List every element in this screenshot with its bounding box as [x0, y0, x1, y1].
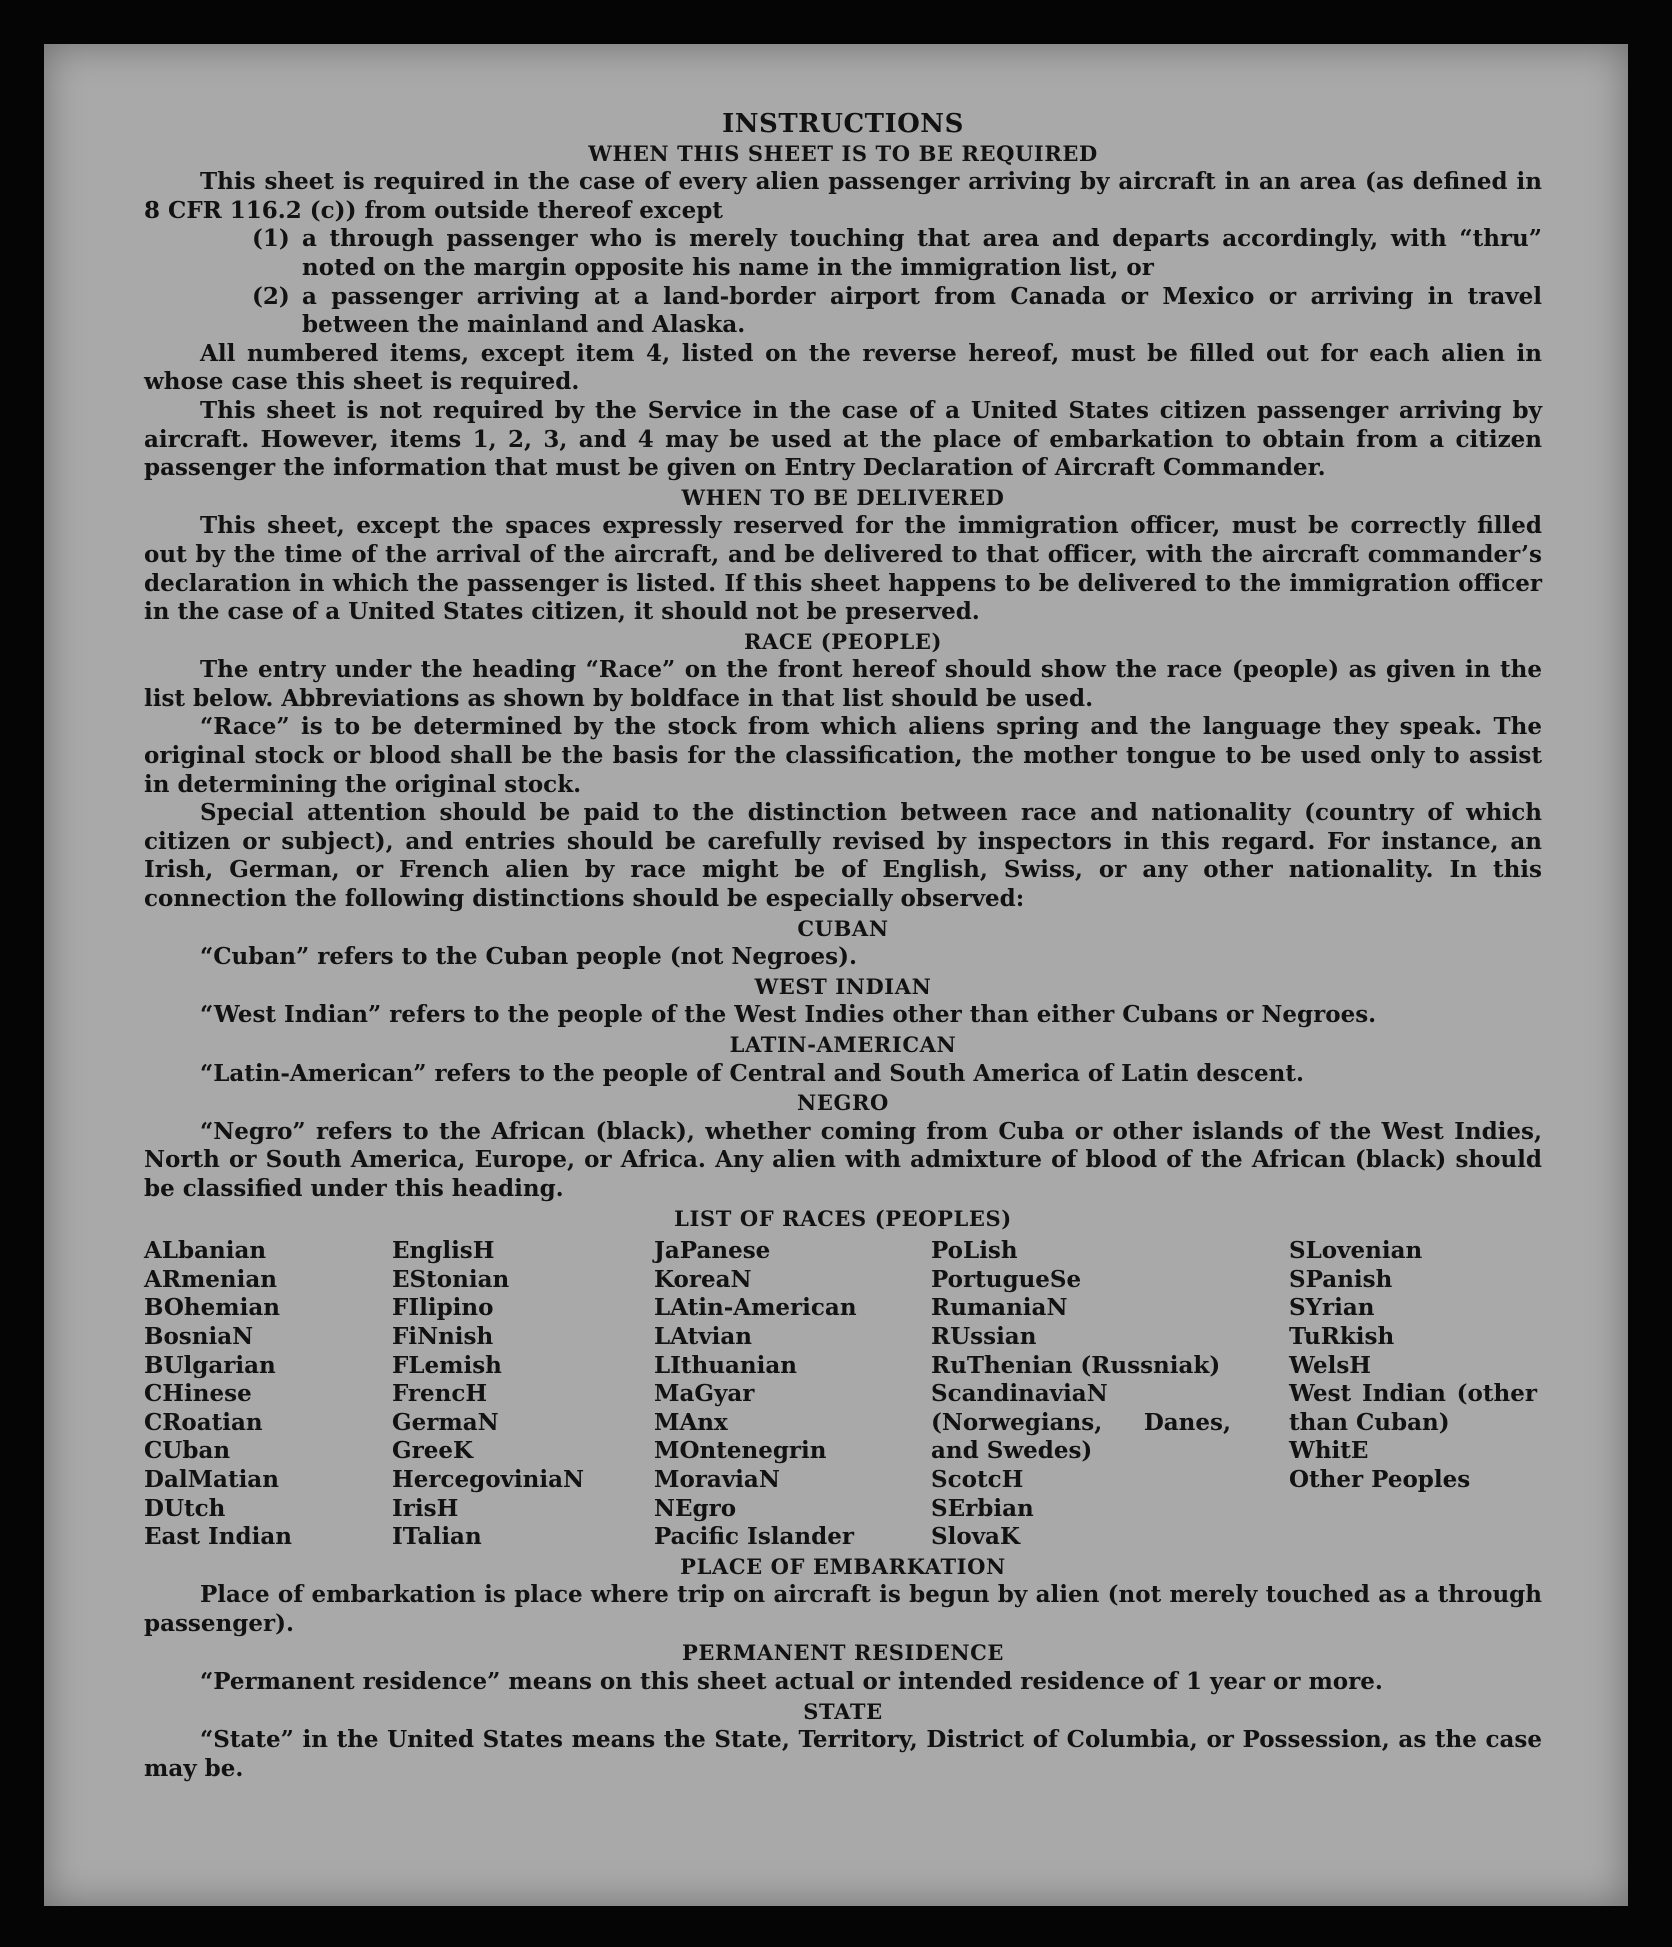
race-entry: ScotcH: [931, 1465, 1024, 1493]
race-entry: MAnx: [654, 1408, 728, 1436]
race-entry: JaPanese: [654, 1237, 771, 1265]
race-entry: WhitE: [1289, 1437, 1369, 1465]
races-column-5: [1289, 1237, 1542, 1552]
race-entry: RuThenian (Russniak): [931, 1351, 1221, 1379]
heading-cuban: CUBAN: [797, 915, 889, 941]
race-entry: ALbanian: [144, 1237, 267, 1265]
race-entry: SLovenian: [1289, 1237, 1423, 1265]
paragraph-embarkation: Place of embarkation is place where trip on aircraft is begun by alien (not merely touched as a through passenger).: [144, 1581, 1542, 1637]
item-text: a through passenger who is merely touching that area and departs accordingly, with “thru” noted on the margin opposite his name in the immigration list, or: [302, 225, 1542, 281]
race-entry: Other Peoples: [1289, 1465, 1471, 1493]
race-entry: NEgro: [654, 1494, 737, 1522]
race-entry: CRoatian: [144, 1408, 263, 1436]
race-entry: ARmenian: [144, 1265, 278, 1293]
race-entry: FiNnish: [392, 1322, 494, 1350]
paragraph-negro: “Negro” refers to the African (black), whether coming from Cuba or other islands of the West Indies, North or South America, Europe, or Africa. Any alien with admixture of blood of the African (black) should be classified under this heading.: [144, 1117, 1542, 1202]
race-entry: RUssian: [931, 1322, 1037, 1350]
race-entry: CUban: [144, 1437, 231, 1465]
race-entry: DUtch: [144, 1494, 226, 1522]
document-sheet: [44, 44, 1628, 1906]
heading-state: STATE: [803, 1698, 883, 1724]
heading-when-delivered: WHEN TO BE DELIVERED: [681, 484, 1005, 510]
race-entry: BOhemian: [144, 1294, 280, 1322]
race-entry: EStonian: [392, 1265, 510, 1293]
race-entry: BosniaN: [144, 1322, 254, 1350]
races-column-1: [144, 1237, 392, 1552]
race-entry: LAtvian: [654, 1322, 752, 1350]
heading-when-required: WHEN THIS SHEET IS TO BE REQUIRED: [588, 140, 1098, 166]
item-text: a passenger arriving at a land-border airport from Canada or Mexico or arriving in travel between the mainland and Alaska.: [302, 282, 1542, 339]
race-entry: Pacific Islander: [654, 1523, 854, 1551]
race-entry: SErbian: [931, 1494, 1034, 1522]
paragraph-cuban: “Cuban” refers to the Cuban people (not Negroes).: [200, 943, 858, 971]
item-number: (2): [252, 282, 290, 310]
race-entry: PoLish: [931, 1237, 1018, 1265]
race-entry: SlovaK: [931, 1523, 1020, 1551]
races-column-2: [392, 1237, 654, 1552]
race-entry: MOntenegrin: [654, 1437, 827, 1465]
race-entry: GreeK: [392, 1437, 474, 1465]
paragraph-delivered: This sheet, except the spaces expressly reserved for the immigration officer, must be correctly filled out by the time of the arrival of the aircraft, and be delivered to that officer, with the aircraft commander’s declaration in which the passenger is listed. If this sheet happens to be delivered to the immigration officer in the case of a United States citizen, it should not be preserved.: [144, 512, 1542, 626]
heading-list-of-races: LIST OF RACES (PEOPLES): [674, 1205, 1012, 1231]
heading-race: RACE (PEOPLE): [743, 628, 943, 654]
race-entry: DalMatian: [144, 1465, 279, 1493]
race-entry: MaGyar: [654, 1380, 755, 1408]
race-entry: MoraviaN: [654, 1465, 780, 1493]
race-entry: KoreaN: [654, 1265, 752, 1293]
race-entry: SYrian: [1289, 1294, 1375, 1322]
races-column-4: [931, 1237, 1289, 1552]
paragraph-required: This sheet is required in the case of every alien passenger arriving by aircraft in an area (as defined in 8 CFR 116.2 (c)) from outside thereof except: [144, 168, 1542, 224]
heading-west-indian: WEST INDIAN: [754, 973, 932, 999]
item-number: (1): [252, 225, 290, 253]
paragraph-race-entry: The entry under the heading “Race” on the front hereof should show the race (people) as given in the list below. Abbreviations as shown by boldface in that list should be used.: [144, 656, 1542, 712]
race-entry: EnglisH: [392, 1237, 495, 1265]
race-entry: SPanish: [1289, 1265, 1393, 1293]
exception-item-2: [252, 283, 1542, 340]
heading-latin-american: LATIN-AMERICAN: [729, 1032, 957, 1057]
race-entry: RumaniaN: [931, 1294, 1068, 1322]
race-entry: LAtin-American: [654, 1294, 857, 1322]
paragraph-race-definition: “Race” is to be determined by the stock from which aliens spring and the language they speak. The original stock or blood shall be the basis for the classification, the mother tongue to be used only to assist in determining the original stock.: [144, 713, 1542, 798]
race-entry: ScandinaviaN (Norwegians, Danes, and Swedes): [931, 1380, 1231, 1465]
race-entry: TuRkish: [1289, 1322, 1395, 1350]
paragraph-permanent-residence: “Permanent residence” means on this sheet actual or intended residence of 1 year or more.: [200, 1668, 1383, 1696]
race-entry: CHinese: [144, 1380, 252, 1408]
race-entry: FrencH: [392, 1380, 488, 1408]
race-entry: LIthuanian: [654, 1351, 797, 1379]
paragraph-numbered-items: All numbered items, except item 4, listed on the reverse hereof, must be filled out for each alien in whose case this sheet is required.: [144, 339, 1542, 396]
race-entry: FIlipino: [392, 1294, 494, 1322]
race-entry: East Indian: [144, 1523, 292, 1551]
races-column-3: [654, 1237, 931, 1552]
race-entry: IrisH: [392, 1494, 459, 1522]
races-list: [144, 1237, 1542, 1552]
race-entry: FLemish: [392, 1351, 502, 1379]
heading-negro: NEGRO: [797, 1090, 889, 1116]
exception-item-1: [252, 225, 1542, 282]
race-entry: WelsH: [1289, 1351, 1372, 1379]
heading-permanent-residence: PERMANENT RESIDENCE: [681, 1640, 1005, 1666]
race-entry: BUlgarian: [144, 1351, 276, 1379]
race-entry: ITalian: [392, 1523, 482, 1551]
paragraph-citizen: This sheet is not required by the Service in the case of a United States citizen passenger arriving by aircraft. However, items 1, 2, 3, and 4 may be used at the place of embarkation to obtain from a citizen passenger the information that must be given on Entry Declaration of Aircraft Commander.: [144, 396, 1542, 482]
paragraph-latin-american: “Latin-American” refers to the people of Central and South America of Latin descent.: [200, 1059, 1304, 1087]
page-title: INSTRUCTIONS: [722, 109, 964, 139]
paragraph-state: “State” in the United States means the State, Territory, District of Columbia, or Possession, as the case may be.: [144, 1726, 1542, 1782]
race-entry: HercegoviniaN: [392, 1465, 585, 1493]
instructions-content: [144, 110, 1542, 1783]
paragraph-race-nationality: Special attention should be paid to the distinction between race and nationality (country of which citizen or subject), and entries should be carefully revised by inspectors in this regard. For instance, an Irish, German, or French alien by race might be of English, Swiss, or any other nationality. In this connection the following distinctions should be especially observed:: [144, 799, 1542, 913]
heading-embarkation: PLACE OF EMBARKATION: [680, 1553, 1006, 1579]
race-entry: PortugueSe: [931, 1265, 1082, 1293]
race-entry: GermaN: [392, 1408, 499, 1436]
race-entry: West Indian (other than Cuban): [1289, 1380, 1537, 1436]
paragraph-west-indian: “West Indian” refers to the people of the West Indies other than either Cubans or Negroes.: [200, 1001, 1377, 1029]
